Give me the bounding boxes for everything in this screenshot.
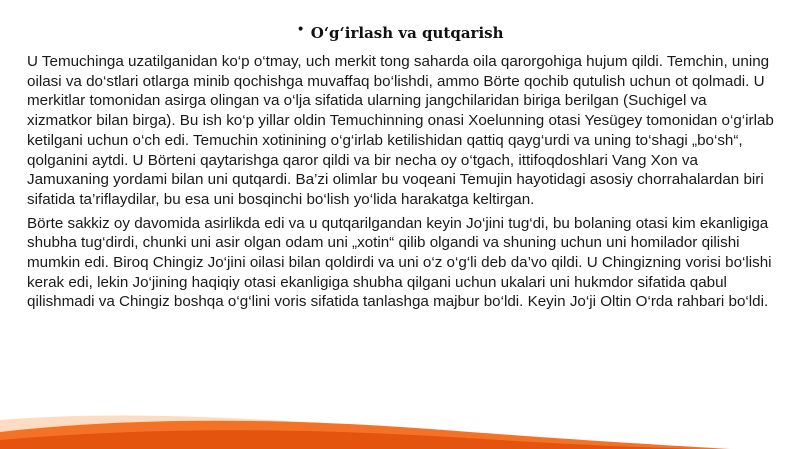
paragraph: Börte sakkiz oy davomida asirlikda edi va u qutqarilgandan keyin Jo‘jini tug‘di, bu bolaning otasi kim ekanligiga shubha tug‘dirdi, chunki uni asir olgan odam uni „xotin“ qilib olgandi va shuning uchun uni homilador qilishi mumkin edi. Biroq Chingiz Jo‘jini oilasi bilan qoldirdi va uni o‘z o‘g‘li deb da’vo qildi. U Chingizning vorisi bo‘lishi kerak edi, lekin Jo‘jining haqiqiy otasi ekanligiga shubha qilgani uchun ukalari uni hukmdor sifatida qabul qilishmadi va Chingiz boshqa o‘g‘lini voris sifatida tanlashga majbur bo‘ldi. Keyin Jo‘ji Oltin O‘rda rahbari bo‘ldi.	[27, 214, 772, 311]
slide-body	[27, 52, 775, 312]
bullet-icon: •	[296, 22, 305, 38]
slide-title: O‘g‘irlash va qutqarish	[310, 24, 504, 42]
slide-header	[0, 24, 800, 43]
paragraph: U Temuchinga uzatilganidan ko‘p o‘tmay, uch merkit tong saharda oila qarorgohiga hujum qildi. Temchin, uning oilasi va do‘stlari otlarga minib qochishga muvaffaq bo‘lishdi, ammo Börte qochib qutulish uchun ot qolmadi. U merkitlar tomonidan asirga olingan va o‘lja sifatida ularning jangchilaridan biriga berilgan (Suchigel va xizmatkor bilan birga). Bu ish ko‘p yillar oldin Temuchinning onasi Xoelunning otasi Yesügey tomonidan o‘g‘irlab ketilgani uchun o‘ch edi. Temuchin xotinining o‘g‘irlab ketilishidan qattiq qayg‘urdi va uning to‘shagi „bo‘sh“, qolganini aytdi. U Börteni qaytarishga qaror qildi va bir necha oy o‘tgach, ittifoqdoshlari Vang Xon va Jamuxaning yordami bilan uni qutqardi. Ba’zi olimlar bu voqeani Temujin hayotidagi asosiy chorrahalardan biri sifatida ta’riflaydilar, bu esa uni bosqinchi bo‘lish yo‘lida harakatga keltirgan.	[27, 53, 774, 208]
